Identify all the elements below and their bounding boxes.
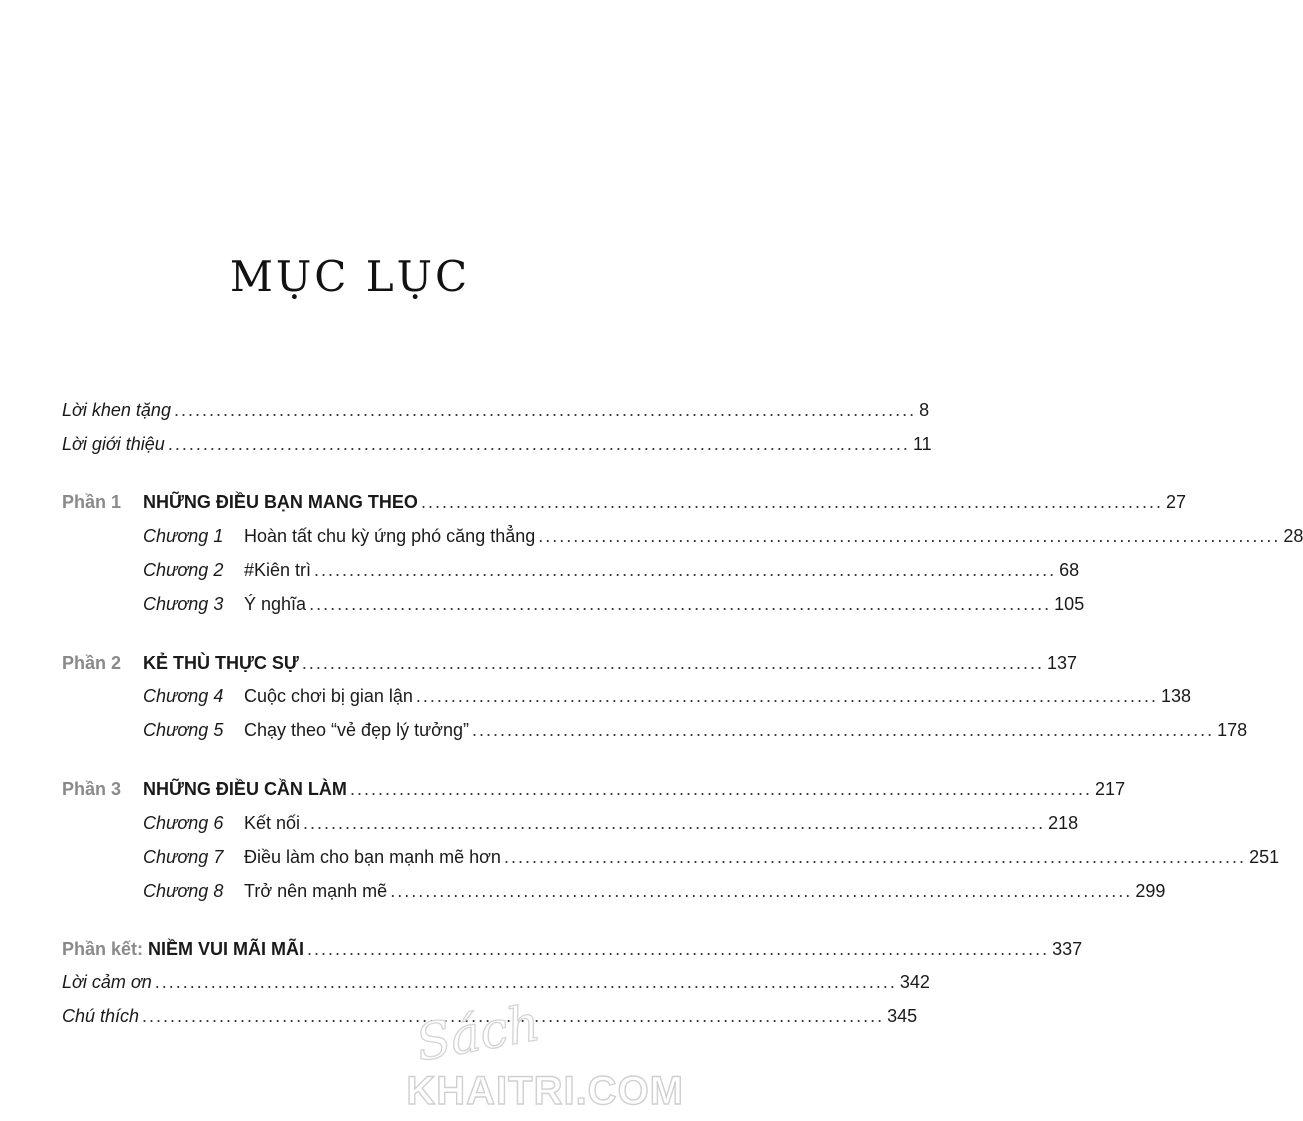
toc-entry-page: 345	[887, 1006, 918, 1026]
chapter-title: Điều làm cho bạn mạnh mẽ hơn	[244, 847, 501, 867]
chapter-title: Chạy theo “vẻ đẹp lý tưởng”	[244, 720, 469, 740]
part-title: KẺ THÙ THỰC SỰ	[143, 653, 299, 673]
toc-entry-page: 27	[1166, 492, 1187, 512]
toc-entry-chapter-6[interactable]	[244, 811, 1079, 835]
toc-entry-page: 218	[1048, 813, 1079, 833]
part-title: NHỮNG ĐIỀU BẠN MANG THEO	[143, 492, 418, 512]
part-label: Phần 1	[62, 492, 122, 512]
leader-dots: ..........................................................................................................	[415, 686, 1159, 706]
chapter-title: Hoàn tất chu kỳ ứng phó căng thẳng	[244, 526, 536, 546]
leader-dots: ..........................................................................................................	[303, 813, 1046, 833]
toc-entry-chapter-4[interactable]	[244, 684, 1192, 708]
toc-entry-page: 342	[899, 972, 930, 992]
leader-dots: ..........................................................................................................	[349, 779, 1093, 799]
leader-dots: ..........................................................................................................	[420, 492, 1164, 512]
toc-entry-chapter-7[interactable]	[244, 845, 1280, 869]
chapter-label: Chương 8	[143, 881, 224, 901]
toc-entry-page: 337	[1052, 939, 1083, 959]
leader-dots: ..........................................................................................................	[167, 434, 910, 454]
chapter-label: Chương 1	[143, 526, 224, 546]
leader-dots: ..........................................................................................................	[301, 653, 1044, 673]
toc-entry-part-1[interactable]	[143, 490, 1187, 514]
toc-entry-page: 105	[1054, 594, 1085, 614]
leader-dots: ..........................................................................................................	[503, 847, 1247, 867]
chapter-title: Ý nghĩa	[244, 594, 307, 614]
chapter-label: Chương 2	[143, 560, 224, 580]
leader-dots: ..........................................................................................................	[142, 1006, 885, 1026]
toc-entry-label: Chú thích	[62, 1006, 140, 1026]
toc-entry-praise[interactable]	[62, 398, 930, 422]
toc-entry-part-2[interactable]	[143, 651, 1078, 675]
toc-entry-page: 137	[1046, 653, 1078, 673]
toc-entry-label: Lời khen tặng	[62, 400, 171, 420]
chapter-title: #Kiên trì	[244, 560, 312, 580]
part-title: NHỮNG ĐIỀU CẦN LÀM	[143, 779, 347, 799]
toc-entry-chapter-1[interactable]	[244, 524, 1303, 548]
toc-entry-page: 299	[1135, 881, 1166, 901]
leader-dots: ..........................................................................................................	[538, 526, 1281, 546]
part-label: Phần kết:	[62, 939, 144, 959]
toc-entry-page: 217	[1095, 779, 1126, 799]
chapter-label: Chương 6	[143, 813, 224, 833]
toc-entry-page: 8	[919, 400, 930, 420]
toc-entry-introduction[interactable]	[62, 432, 932, 456]
toc-entry-part-3[interactable]	[143, 777, 1126, 801]
toc-entry-page: 11	[912, 434, 932, 454]
leader-dots: ..........................................................................................................	[309, 594, 1052, 614]
chapter-label: Chương 4	[143, 686, 224, 706]
toc-entry-conclusion[interactable]	[62, 937, 1083, 961]
toc-entry-page: 138	[1161, 686, 1192, 706]
chapter-label: Chương 7	[143, 847, 224, 867]
chapter-label: Chương 5	[143, 720, 224, 740]
chapter-title: Cuộc chơi bị gian lận	[244, 686, 413, 706]
toc-entry-chapter-2[interactable]	[244, 558, 1080, 582]
toc-entry-label: Lời cảm ơn	[62, 972, 152, 992]
toc-entry-acknowledgements[interactable]	[62, 970, 930, 994]
chapter-label: Chương 3	[143, 594, 224, 614]
page-title: MỤC LỤC	[229, 252, 471, 301]
leader-dots: ..........................................................................................................	[314, 560, 1057, 580]
watermark-script: Sách	[411, 993, 545, 1073]
toc-entry-chapter-5[interactable]	[244, 718, 1248, 742]
toc-entry-page: 68	[1059, 560, 1080, 580]
toc-entry-label: Lời giới thiệu	[62, 434, 165, 454]
leader-dots: ..........................................................................................................	[154, 972, 897, 992]
leader-dots: ..........................................................................................................	[390, 881, 1133, 901]
toc-entry-page: 178	[1217, 720, 1248, 740]
toc-entry-page: 28	[1283, 526, 1303, 546]
watermark-logo	[346, 993, 686, 1116]
watermark-brand: KHAITRI.COM	[406, 1069, 684, 1113]
leader-dots: ..........................................................................................................	[471, 720, 1215, 740]
conclusion-heading	[62, 937, 304, 961]
chapter-title: Trở nên mạnh mẽ	[244, 881, 388, 901]
leader-dots: ..........................................................................................................	[173, 400, 917, 420]
toc-entry-chapter-3[interactable]	[244, 592, 1085, 616]
toc-entry-chapter-8[interactable]	[244, 879, 1166, 903]
chapter-title: Kết nối	[244, 813, 301, 833]
part-label: Phần 3	[62, 779, 122, 799]
leader-dots: ..........................................................................................................	[307, 939, 1050, 959]
part-title: NIỀM VUI MÃI MÃI	[148, 939, 305, 959]
toc-entry-page: 251	[1249, 847, 1280, 867]
part-label: Phần 2	[62, 653, 122, 673]
